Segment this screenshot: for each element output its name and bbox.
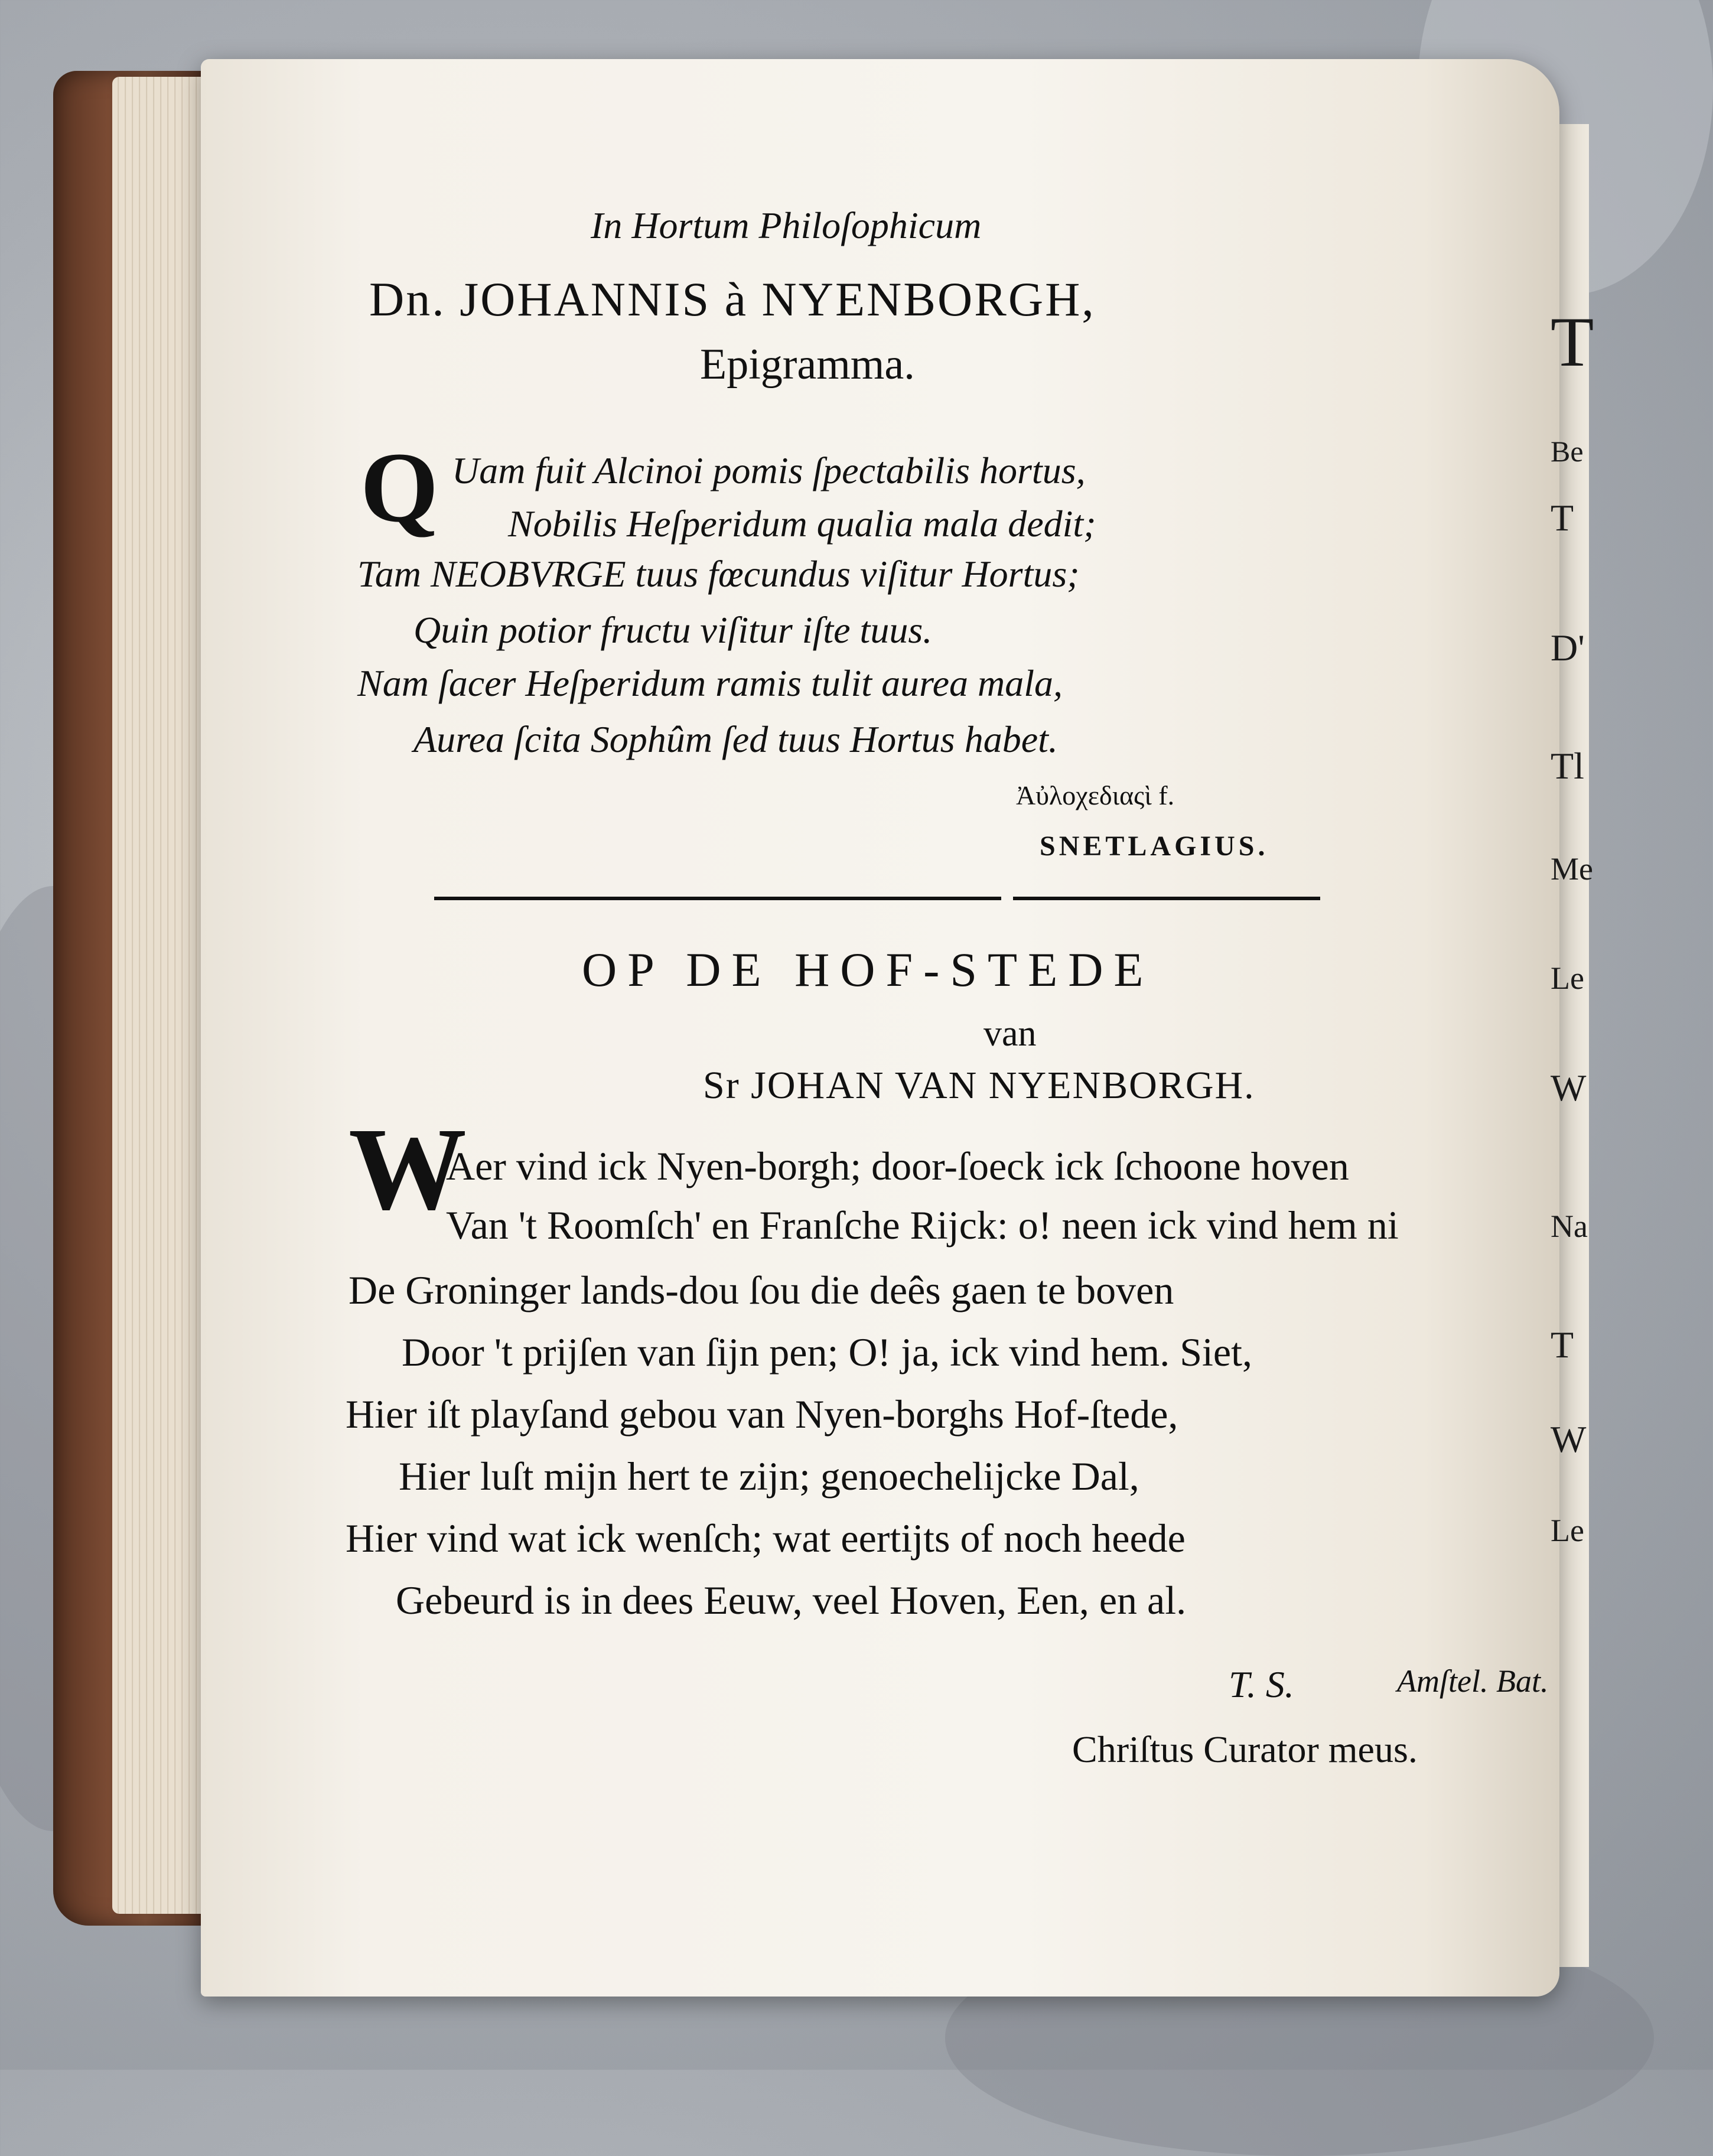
epigram-signature-greek: Ἀὐλοχεδιαςὶ f. (1016, 780, 1175, 810)
epigram-line: Quin potior fructu viſitur iſte tuus. (413, 609, 933, 651)
next-page-fragment: D' (1551, 627, 1585, 669)
poem-signature-initials: T. S. (1229, 1663, 1294, 1705)
poem-title-name: Sr JOHAN VAN NYENBORGH. (703, 1064, 1255, 1107)
epigram-heading-line2: Dn. JOHANNIS à NYENBORGH, (369, 272, 1096, 326)
next-page-fragment: W (1551, 1067, 1587, 1109)
epigram-line: Nobilis Heſperidum qualia mala dedit; (508, 503, 1096, 545)
poem-line: Hier luſt mijn hert te zijn; genoechelijcke Dal, (399, 1454, 1139, 1499)
epigram-heading-line3: Epigramma. (700, 340, 915, 389)
poem-motto: Chriſtus Curator meus. (1072, 1728, 1418, 1770)
next-page-fragment: Na (1551, 1209, 1588, 1244)
next-page-fragment: T (1551, 1324, 1574, 1366)
next-page-fragment: Le (1551, 960, 1584, 996)
epigram-line: Tam NEOBVRGE tuus fœcundus viſitur Hortus; (357, 553, 1080, 595)
divider-rule-right (1013, 897, 1320, 900)
next-page-fragment: Be (1551, 435, 1584, 468)
next-page-fragment: Tl (1551, 745, 1584, 787)
poem-signature-place: Amſtel. Bat. (1397, 1663, 1549, 1699)
next-page-fragment: W (1551, 1418, 1587, 1460)
poem-line: Hier vind wat ick wenſch; wat eertijts of noch heede (346, 1516, 1186, 1561)
poem-title-van: van (983, 1014, 1037, 1054)
poem-line: De Groninger lands-dou ſou die deês gaen te boven (349, 1268, 1174, 1313)
poem-line: Gebeurd is in dees Eeuw, veel Hoven, Een, en al. (396, 1578, 1187, 1623)
poem-drop-cap: W (349, 1104, 467, 1235)
epigram-signature-name: SNETLAGIUS. (1040, 831, 1269, 862)
next-page-fragment: Le (1551, 1513, 1584, 1548)
epigram-heading-line1: In Hortum Philoſophicum (591, 204, 982, 246)
next-page-fragment: Me (1551, 851, 1593, 887)
next-page-fragment: T (1551, 302, 1594, 381)
poem-line: Hier iſt playſand gebou van Nyen-borghs Hof-ſtede, (346, 1392, 1178, 1437)
epigram-line: Uam fuit Alcinoi pomis ſpectabilis hortus, (452, 450, 1086, 491)
poem-line: Aer vind ick Nyen-borgh; door-ſoeck ick ſchoone hoven (446, 1144, 1349, 1188)
epigram-line: Aurea ſcita Sophûm ſed tuus Hortus habet. (413, 718, 1058, 760)
divider-rule-left (434, 897, 1001, 900)
next-page-fragment: T (1551, 497, 1574, 539)
epigram-drop-cap: Q (360, 432, 439, 543)
epigram-line: Nam ſacer Heſperidum ramis tulit aurea mala, (357, 662, 1063, 704)
poem-line: Door 't prijſen van ſijn pen; O! ja, ick vind hem. Siet, (402, 1330, 1252, 1375)
poem-line: Van 't Roomſch' en Franſche Rijck: o! neen ick vind hem ni (446, 1203, 1399, 1248)
poem-title: OP DE HOF-STEDE (582, 943, 1154, 996)
